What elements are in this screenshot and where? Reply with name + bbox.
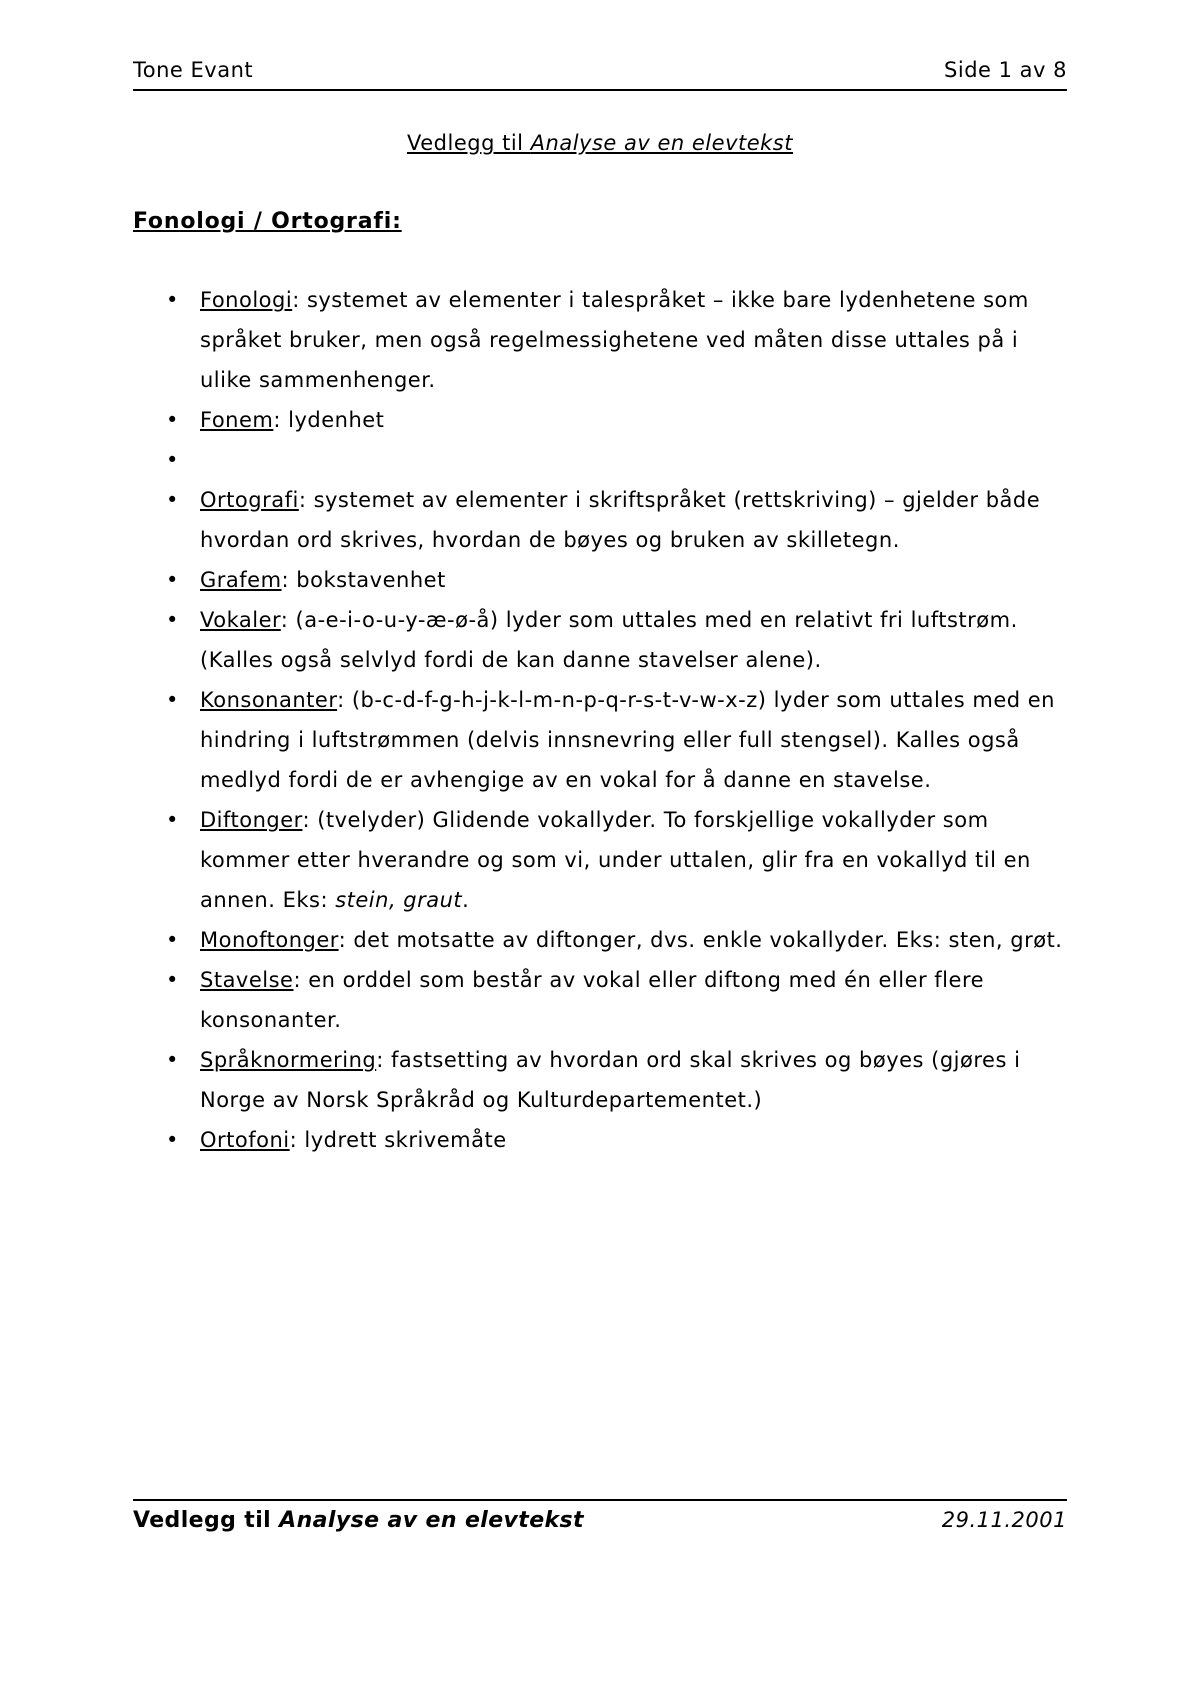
list-item-vokaler [133, 600, 1067, 680]
term-text: Grafem [200, 568, 282, 592]
term-text: Ortografi [200, 488, 299, 512]
list-item-empty [133, 440, 1067, 480]
body-text: : fastsetting av hvordan ord skal skrives og bøyes (gjøres i Norge av Norsk Språkråd og Kulturdepartementet.) [200, 1048, 1021, 1112]
body-text: : (tvelyder) Glidende vokallyder. To forskjellige vokallyder som kommer etter hverandre og som vi, under uttalen, glir fra en vokallyd til en annen. Eks: [200, 808, 1031, 912]
title-prefix: Vedlegg til [407, 131, 531, 155]
term-text: Fonem [200, 408, 274, 432]
footer-date: 29.11.2001 [941, 1508, 1067, 1532]
list-item-språknormering [133, 1040, 1067, 1120]
page-number: Side 1 av 8 [944, 58, 1067, 82]
list-item-ortofoni [133, 1120, 1067, 1160]
body-text: : lydrett skrivemåte [289, 1128, 507, 1152]
page-header [133, 58, 1067, 91]
author-name: Tone Evant [133, 58, 254, 82]
section-heading: Fonologi / Ortografi: [133, 209, 402, 234]
definition-list [133, 280, 1067, 1160]
italic-text: stein, graut [335, 888, 463, 912]
document-title [133, 131, 1067, 155]
body-text: : bokstavenhet [281, 568, 446, 592]
body-text: : lydenhet [273, 408, 385, 432]
footer-title [133, 1508, 584, 1533]
list-item-diftonger [133, 800, 1067, 920]
body-text: : systemet av elementer i talespråket – ikke bare lydenhetene som språket bruker, men også regelmessighetene ved måten disse uttales på i ulike sammenhenger. [200, 288, 1029, 392]
page-footer [133, 1499, 1067, 1533]
term-text: Stavelse [200, 968, 294, 992]
list-item-monoftonger [133, 920, 1067, 960]
body-text: : (a-e-i-o-u-y-æ-ø-å) lyder som uttales med en relativt fri luftstrøm. (Kalles også selvlyd fordi de kan danne stavelser alene). [200, 608, 1018, 672]
list-item-fonem [133, 400, 1067, 440]
document-title-text [407, 131, 793, 155]
list-item-grafem [133, 560, 1067, 600]
body-text: : (b-c-d-f-g-h-j-k-l-m-n-p-q-r-s-t-v-w-x-z) lyder som uttales med en hindring i luftstrømmen (delvis innsnevring eller full stengsel). Kalles også medlyd fordi de er avhengige av en vokal for å danne en stavelse. [200, 688, 1055, 792]
term-text: Diftonger [200, 808, 303, 832]
term-text: Vokaler [200, 608, 281, 632]
page-content [133, 58, 1067, 1160]
title-italic-part: Analyse av en elevtekst [530, 131, 793, 155]
list-item-ortografi [133, 480, 1067, 560]
body-text: : en orddel som består av vokal eller diftong med én eller flere konsonanter. [200, 968, 985, 1032]
list-item-fonologi [133, 280, 1067, 400]
body-text: . [462, 888, 470, 912]
body-text: : det motsatte av diftonger, dvs. enkle vokallyder. Eks: sten, grøt. [338, 928, 1063, 952]
term-text: Monoftonger [200, 928, 339, 952]
term-text: Konsonanter [200, 688, 338, 712]
list-item-stavelse [133, 960, 1067, 1040]
list-item-konsonanter [133, 680, 1067, 800]
term-text: Ortofoni [200, 1128, 290, 1152]
term-text: Fonologi [200, 288, 293, 312]
footer-title-italic-part: Analyse av en elevtekst [279, 1508, 584, 1533]
term-text: Språknormering [200, 1048, 377, 1072]
footer-title-prefix: Vedlegg til [133, 1508, 280, 1533]
body-text: : systemet av elementer i skriftspråket (rettskriving) – gjelder både hvordan ord skrives, hvordan de bøyes og bruken av skilletegn. [200, 488, 1041, 552]
